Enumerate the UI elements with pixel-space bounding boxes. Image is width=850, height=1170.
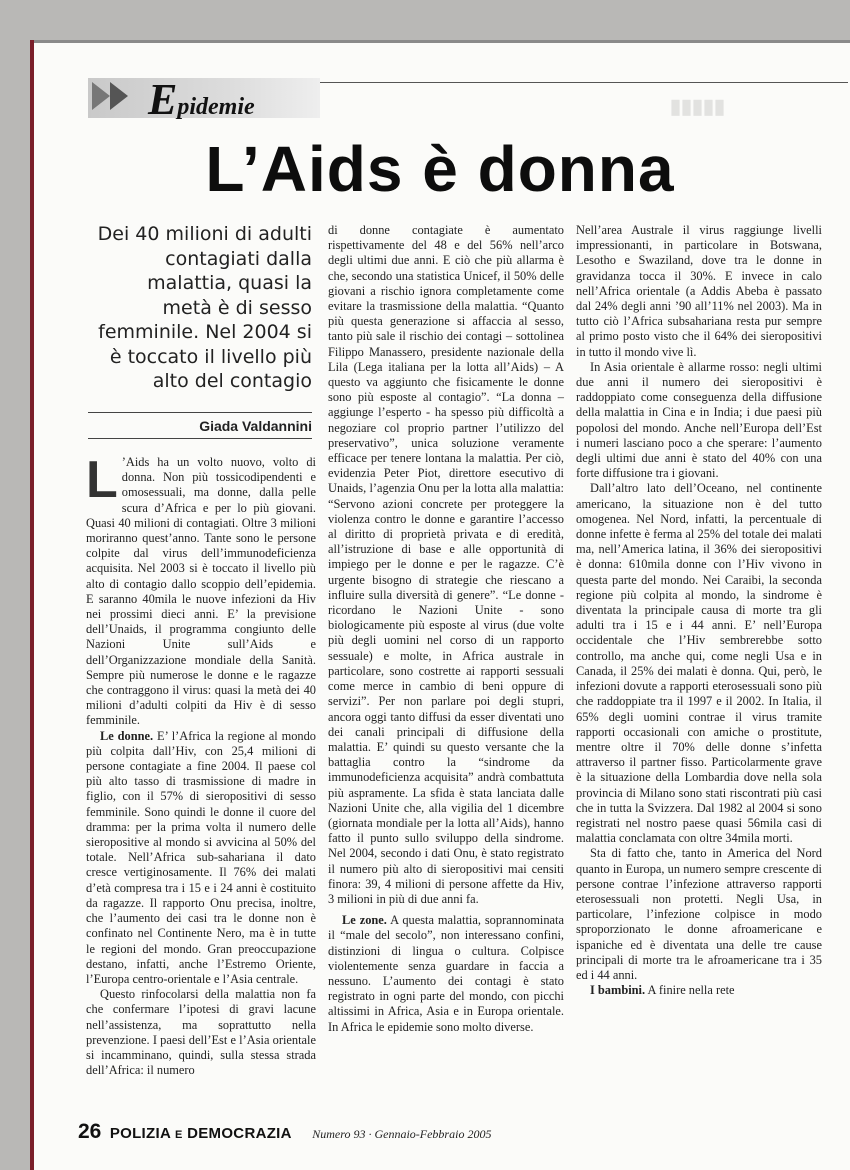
article-column-2 — [328, 223, 564, 1035]
paragraph: Questo rinfocolarsi della malattia non fa che confermare l’ipotesi di gravi lacune nell’assistenza, ma soprattutto nella prevenzione. I paesi dell’Est e l’Asia orientale si incamminano, quindi, sulla stessa strada dell’Africa: il numero — [86, 987, 316, 1078]
paragraph: In Asia orientale è allarme rosso: negli ultimi due anni il numero dei sieropositivi è raddoppiato come conseguenza della diffusione della malattia in Cina e in India; i due paesi più popolosi del mondo. Anche nell’Europa dell’Est i numeri lasciano poco a che sperare: l’aumento degli ultimi due anni è stato del 40% con una forte diffusione tra i giovani. — [576, 359, 822, 481]
byline: Giada Valdannini — [199, 418, 312, 434]
subhead-le-zone: Le zone. — [342, 913, 387, 928]
article-column-1 — [86, 451, 317, 1078]
subhead-i-bambini: I bambini. — [590, 983, 646, 998]
magazine-name-b: DEMOCRAZIA — [187, 1125, 292, 1142]
page-number: 26 — [78, 1120, 102, 1143]
paragraph-text: ’Aids ha un volto nuovo, volto di donna. Non più tossicodipendenti e omosessuali, ma donne, dalla pelle scura d’Africa e per lo più giovani. Quasi 40 milioni di contagiati. Oltre 3 milioni moriranno quest’anno. Tante sono le persone colpite dal virus dell’immunodeficienza acquisita. Nel 2003 si è toccato il livello più alto di contagio dallo scoppio dell’epidemia. E saranno 40mila le nuove infezioni da Hiv nei prossimi dieci anni. E’ la previsione dell’Unaids, il programma congiunto delle Nazioni Unite sull’Aids e dell’Organizzazione mondiale della Sanità. Sempre più numerose le donne e le ragazze che contraggono il virus: quasi la metà dei 40 milioni d’adulti colpiti da Hiv è di sesso femminile. — [86, 455, 316, 728]
page-footer — [78, 1120, 818, 1144]
paragraph — [86, 451, 316, 729]
paragraph-text: E’ l’Africa la regione al mondo più colpita dall’Hiv, con 25,4 milioni di persone contagiate a fine 2004. Il paese col più alto tasso di trasmissione di madre in figlio, con il 57% di sieropositivi di sesso femminile. Sono quindi le donne il cuore del dramma: per la prima volta il numero delle sieropositive al mondo si avvicina al 50% del totale. Nell’Africa sub-sahariana il dato cresce vertiginosamente. Il 76% dei malati d’età compresa tra i 15 e i 24 anni è costituito da ragazze. Il rapporto Onu precisa, inoltre, che l’aumento dei casi tra le donne non è confinato nel Continente Nero, ma è in tutte le regioni del mondo. Gran preoccupazione destano, infatti, anche l’Estremo Oriente, l’Europa centro-orientale e l’Asia centrale. — [86, 728, 317, 986]
paragraph: Dall’altro lato dell’Oceano, nel continente americano, la situazione non è del tutto omogenea. Nel Nord, infatti, la percentuale di donne infette è ferma al 25% del totale dei malati ma, nell’America latina, il 36% dei sieropositivi è donna: 610mila donne con l’Hiv vivono in questa parte del mondo. Nei Caraibi, la seconda regione più colpita al mondo, la sindrome è diventata la principale causa di morte tra gli adulti tra i 15 e i 44 anni. E’ nell’Europa occidentale che l’Hiv sembrerebbe sotto controllo, ma anche qui, come negli Usa e in Canada, il 25% dei malati è donna. Qui, però, le infezioni dovute a rapporti eterosessuali sono più che raddoppiate tra il 1997 e il 2002. In Italia, il 65% degli uomini contrae il virus tramite rapporti occasionali con amiche o prostitute, mentre oltre il 70% delle donne s’infetta attraverso il partner fisso. Particolarmente grave è la situazione della Lombardia dove nella sola provincia di Milano sono stati riscontrati più casi che in tutta la Svizzera. Dal 1982 al 2004 si sono registrati nel nostro paese quasi 56mila casi di malattia conclamata con oltre 34mila morti. — [576, 481, 822, 846]
byline-rule-top — [88, 412, 312, 413]
issue-info: Numero 93 · Gennaio-Febbraio 2005 — [312, 1127, 492, 1141]
bleed-through-marks: ▮▮▮▮▮ — [670, 96, 726, 118]
paragraph-text: A finire nella rete — [645, 983, 735, 998]
paragraph — [86, 729, 316, 987]
double-arrow-icon — [90, 80, 140, 112]
paragraph: di donne contagiate è aumentato rispettivamente del 48 e del 56% nell’arco degli ultimi due anni. E ciò che più allarma è che, secondo una statistica Unicef, il 50% delle giovani a rischio ignora completamente come evitare la trasmissione della malattia. “Quanto più questa generazione si affaccia al sesso, tanto più sale il rischio dei contagi – sottolinea Filippo Manassero, presidente nazionale della Lila (Lega italiana per la lotta all’Aids) – A questo va aggiunto che fisicamente le donne sono più esposte al contagio”. “La donna – aggiunge l’esperto - ha spesso più difficoltà a negoziare col proprio partner l’utilizzo del preservativo”, unica soluzione veramente efficace per tenere lontana la malattia. Per ciò, evidenzia Peter Piot, direttore esecutivo di Unaids, l’agenzia Onu per la lotta alla malattia: “Servono azioni concrete per proteggere la violenza contro le donne e garantire l’accesso al diritto di proprietà privata e di eredità, all’istruzione di base e alle opportunità di impiego per le donne e per le ragazze. C’è urgente bisogno di strategie che riescano a influire sulla diversità di genere”. “Le donne - ricordano le Nazioni Unite - sono biologicamente più esposte al virus (due volte più degli uomini nel corso di un rapporto sessuale) e molte, in Africa australe in particolare, sono costrette ai rapporti sessuali come merce in cambio di beni oppure di servizi”. Per non parlare poi degli stupri, ancora oggi tanto diffusi da esser diventati uno dei canali principali di diffusione della malattia. E’ quindi su questo versante che la battaglia contro la “sindrome da immunodeficienza acquisita” andrà combattuta più aspramente. La sfida è stata lanciata dalle Nazioni Unite che, alla vigilia del 1 dicembre (giornata mondiale per la lotta all’Aids), hanno fatto il punto sullo sviluppo della sindrome. Nel 2004, secondo i dati Onu, è stato registrato il numero più alto di sieropositivi mai censiti finora: 39, 4 milioni di persone affette da Hiv, 3 milioni in più di due anni fa. — [328, 223, 564, 906]
subhead-le-donne: Le donne. — [100, 728, 154, 743]
page-top-edge — [30, 40, 850, 43]
magazine-name — [110, 1125, 292, 1142]
page-binding-edge — [30, 40, 34, 1170]
headline: L’Aids è donna — [205, 133, 675, 205]
article-column-3 — [576, 223, 822, 998]
section-rest: pidemie — [177, 94, 255, 120]
paragraph — [328, 913, 564, 1035]
paragraph — [576, 983, 822, 998]
paragraph: Nell’area Australe il virus raggiunge livelli impressionanti, in particolare in Botswana, Lesotho e Swaziland, dove tra le donne in gravidanza tocca il 30%. E invece in calo nell’Africa orientale (a Addis Abeba è passato dal 24% degli anni ’90 all’11% nel 2003). Ma in tutto ciò l’Africa subsahariana resta pur sempre al primo posto visto che il 64% dei sieropositivi in tutto il mondo vive lì. — [576, 223, 822, 359]
byline-rule-bottom — [88, 438, 312, 439]
section-label — [148, 75, 255, 124]
paragraph: Sta di fatto che, tanto in America del Nord quanto in Europa, un numero sempre crescente di persone contrae l’infezione attraverso rapporti eterosessuali non protetti. Negli Usa, in particolare, l’infezione colpisce in modo sproporzionato le donne afroamericane e ispaniche ed è diventata una delle tre cause principali di morte tra le afroamericane tra i 35 ed i 44 anni. — [576, 846, 822, 982]
magazine-name-e: E — [175, 1129, 183, 1141]
drop-cap: L — [86, 451, 118, 509]
section-initial: E — [148, 75, 178, 124]
magazine-name-a: POLIZIA — [109, 1125, 171, 1142]
paragraph-text: A questa malattia, soprannominata il “male del secolo”, non interessano confini, distinzioni di lingua o cultura. Colpisce violentemente senza guardare in faccia a nessuno. L’aumento dei contagi è stato registrato in ogni parte del mondo, con picchi altissimi in Africa, Asia e in Europa orientale. In Africa le epidemie sono molto diverse. — [328, 913, 564, 1034]
magazine-page — [30, 40, 850, 1170]
standfirst: Dei 40 milioni di adulti contagiati dalla malattia, quasi la metà è di sesso femminile. Nel 2004 si è toccato il livello più alto del contagio — [97, 223, 312, 392]
